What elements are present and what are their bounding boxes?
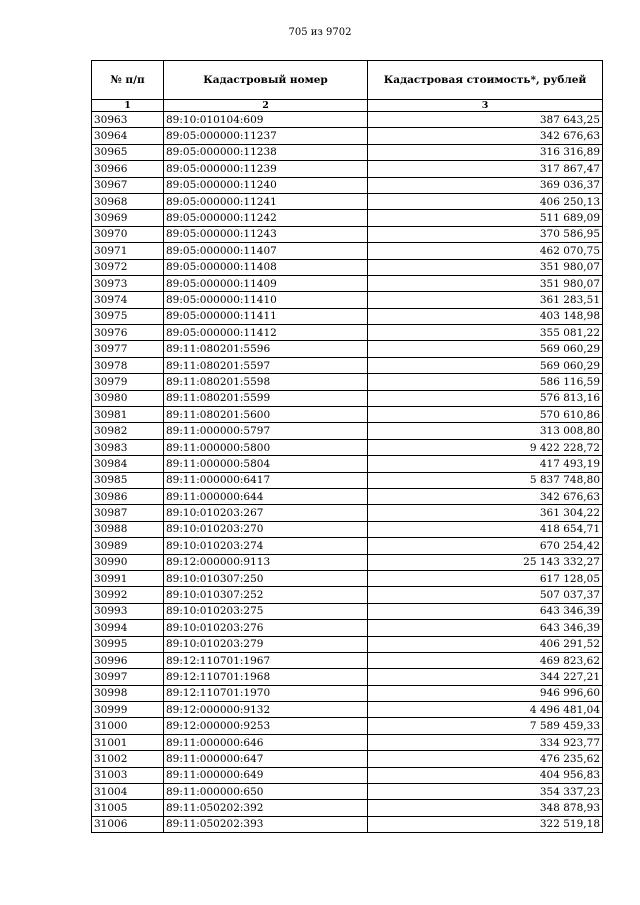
row-number: 30990 [92, 554, 164, 570]
table-row [92, 718, 603, 734]
cadastral-number: 89:11:050202:393 [164, 816, 368, 832]
table-row [92, 308, 603, 324]
row-number: 30998 [92, 685, 164, 701]
cadastral-number: 89:12:110701:1970 [164, 685, 368, 701]
header-cadastral-number: Кадастровый номер [164, 61, 368, 100]
cadastral-value: 469 823,62 [368, 652, 603, 668]
cadastral-value: 348 878,93 [368, 800, 603, 816]
cadastral-number: 89:11:080201:5597 [164, 357, 368, 373]
table-row [92, 374, 603, 390]
cadastral-number: 89:11:080201:5599 [164, 390, 368, 406]
cadastral-value: 417 493,19 [368, 456, 603, 472]
cadastral-number: 89:10:010203:267 [164, 505, 368, 521]
row-number: 30974 [92, 292, 164, 308]
cadastral-number: 89:05:000000:11411 [164, 308, 368, 324]
cadastral-number: 89:11:000000:647 [164, 751, 368, 767]
row-number: 30965 [92, 144, 164, 160]
cadastral-value: 476 235,62 [368, 751, 603, 767]
cadastral-number: 89:10:010307:252 [164, 587, 368, 603]
cadastral-value: 351 980,07 [368, 259, 603, 275]
table-row [92, 259, 603, 275]
header-row-number: № п/п [92, 61, 164, 100]
row-number: 30971 [92, 243, 164, 259]
table-row [92, 210, 603, 226]
cadastral-value: 404 956,83 [368, 767, 603, 783]
table-row [92, 407, 603, 423]
row-number: 30993 [92, 603, 164, 619]
cadastral-number: 89:05:000000:11243 [164, 226, 368, 242]
row-number: 30984 [92, 456, 164, 472]
cadastral-value: 576 813,16 [368, 390, 603, 406]
cadastral-number: 89:12:110701:1967 [164, 652, 368, 668]
cadastral-value: 7 589 459,33 [368, 718, 603, 734]
table-row [92, 161, 603, 177]
cadastral-value: 403 148,98 [368, 308, 603, 324]
cadastral-value: 418 654,71 [368, 521, 603, 537]
cadastral-value: 643 346,39 [368, 603, 603, 619]
cadastral-number: 89:11:000000:5797 [164, 423, 368, 439]
row-number: 30980 [92, 390, 164, 406]
cadastral-value: 569 060,29 [368, 341, 603, 357]
column-number: 3 [368, 100, 603, 112]
row-number: 30994 [92, 620, 164, 636]
row-number: 30963 [92, 112, 164, 128]
row-number: 30991 [92, 570, 164, 586]
cadastral-value: 946 996,60 [368, 685, 603, 701]
cadastral-value: 5 837 748,80 [368, 472, 603, 488]
table-row [92, 538, 603, 554]
cadastral-value: 369 036,37 [368, 177, 603, 193]
cadastral-number: 89:05:000000:11239 [164, 161, 368, 177]
cadastral-number: 89:05:000000:11409 [164, 275, 368, 291]
table-row [92, 816, 603, 832]
cadastral-value: 643 346,39 [368, 620, 603, 636]
row-number: 31000 [92, 718, 164, 734]
row-number: 30976 [92, 325, 164, 341]
table-row [92, 439, 603, 455]
row-number: 30983 [92, 439, 164, 455]
cadastral-value: 370 586,95 [368, 226, 603, 242]
cadastral-number: 89:11:000000:649 [164, 767, 368, 783]
row-number: 30977 [92, 341, 164, 357]
cadastral-value: 351 980,07 [368, 275, 603, 291]
cadastral-value: 511 689,09 [368, 210, 603, 226]
table-row [92, 193, 603, 209]
row-number: 31005 [92, 800, 164, 816]
table-row [92, 570, 603, 586]
table-row [92, 423, 603, 439]
table-row [92, 685, 603, 701]
cadastral-number: 89:12:000000:9132 [164, 702, 368, 718]
table-row [92, 521, 603, 537]
table-row [92, 800, 603, 816]
cadastral-value: 354 337,23 [368, 784, 603, 800]
row-number: 30992 [92, 587, 164, 603]
cadastral-value: 387 643,25 [368, 112, 603, 128]
table-row [92, 472, 603, 488]
cadastral-value: 25 143 332,27 [368, 554, 603, 570]
table-row [92, 652, 603, 668]
row-number: 31003 [92, 767, 164, 783]
row-number: 30969 [92, 210, 164, 226]
cadastral-number: 89:05:000000:11412 [164, 325, 368, 341]
cadastral-number: 89:05:000000:11241 [164, 193, 368, 209]
table-row [92, 488, 603, 504]
row-number: 30997 [92, 669, 164, 685]
cadastral-value: 507 037,37 [368, 587, 603, 603]
row-number: 30968 [92, 193, 164, 209]
table-row [92, 751, 603, 767]
cadastral-number: 89:05:000000:11242 [164, 210, 368, 226]
cadastral-value: 4 496 481,04 [368, 702, 603, 718]
cadastral-number: 89:05:000000:11237 [164, 128, 368, 144]
table-row [92, 603, 603, 619]
column-number: 2 [164, 100, 368, 112]
cadastral-value: 361 283,51 [368, 292, 603, 308]
cadastral-number: 89:11:080201:5596 [164, 341, 368, 357]
table-row [92, 128, 603, 144]
cadastral-value: 361 304,22 [368, 505, 603, 521]
table-row [92, 226, 603, 242]
cadastral-number: 89:11:000000:5800 [164, 439, 368, 455]
cadastral-number: 89:05:000000:11240 [164, 177, 368, 193]
table-row [92, 243, 603, 259]
row-number: 30964 [92, 128, 164, 144]
row-number: 31006 [92, 816, 164, 832]
table-row [92, 341, 603, 357]
row-number: 30973 [92, 275, 164, 291]
table-row [92, 636, 603, 652]
table-row [92, 734, 603, 750]
cadastral-value: 406 250,13 [368, 193, 603, 209]
cadastral-number: 89:05:000000:11410 [164, 292, 368, 308]
row-number: 30975 [92, 308, 164, 324]
row-number: 30995 [92, 636, 164, 652]
cadastral-value: 569 060,29 [368, 357, 603, 373]
cadastral-value: 334 923,77 [368, 734, 603, 750]
cadastral-value: 342 676,63 [368, 488, 603, 504]
row-number: 30988 [92, 521, 164, 537]
cadastral-number: 89:05:000000:11407 [164, 243, 368, 259]
cadastral-value: 344 227,21 [368, 669, 603, 685]
row-number: 30972 [92, 259, 164, 275]
cadastral-number: 89:05:000000:11238 [164, 144, 368, 160]
table-row [92, 292, 603, 308]
column-number: 1 [92, 100, 164, 112]
row-number: 30985 [92, 472, 164, 488]
cadastral-number: 89:11:000000:646 [164, 734, 368, 750]
cadastral-number: 89:12:110701:1968 [164, 669, 368, 685]
row-number: 31004 [92, 784, 164, 800]
cadastral-number: 89:11:080201:5598 [164, 374, 368, 390]
table-row [92, 112, 603, 128]
cadastral-number: 89:11:000000:644 [164, 488, 368, 504]
table-row [92, 587, 603, 603]
table-row [92, 177, 603, 193]
table-row [92, 456, 603, 472]
cadastral-value: 322 519,18 [368, 816, 603, 832]
cadastral-number: 89:11:050202:392 [164, 800, 368, 816]
table-row [92, 620, 603, 636]
table-row [92, 784, 603, 800]
cadastral-number: 89:12:000000:9113 [164, 554, 368, 570]
cadastral-number: 89:10:010203:270 [164, 521, 368, 537]
cadastral-number: 89:11:080201:5600 [164, 407, 368, 423]
cadastral-value: 617 128,05 [368, 570, 603, 586]
cadastral-value: 342 676,63 [368, 128, 603, 144]
row-number: 30989 [92, 538, 164, 554]
table-body [92, 112, 603, 833]
cadastral-number: 89:10:010104:609 [164, 112, 368, 128]
cadastral-number: 89:12:000000:9253 [164, 718, 368, 734]
row-number: 30979 [92, 374, 164, 390]
row-number: 30996 [92, 652, 164, 668]
cadastral-value: 406 291,52 [368, 636, 603, 652]
table-row [92, 669, 603, 685]
row-number: 30981 [92, 407, 164, 423]
cadastral-value: 355 081,22 [368, 325, 603, 341]
table-row [92, 767, 603, 783]
row-number: 30970 [92, 226, 164, 242]
row-number: 31002 [92, 751, 164, 767]
page-number: 705 из 9702 [288, 27, 352, 38]
cadastral-number: 89:11:000000:650 [164, 784, 368, 800]
row-number: 31001 [92, 734, 164, 750]
cadastral-number: 89:10:010203:274 [164, 538, 368, 554]
cadastral-value: 570 610,86 [368, 407, 603, 423]
header-cadastral-value: Кадастровая стоимость*, рублей [368, 61, 603, 100]
cadastral-number: 89:11:000000:5804 [164, 456, 368, 472]
row-number: 30987 [92, 505, 164, 521]
cadastral-number: 89:11:000000:6417 [164, 472, 368, 488]
row-number: 30982 [92, 423, 164, 439]
cadastral-value: 462 070,75 [368, 243, 603, 259]
table-row [92, 275, 603, 291]
cadastral-number: 89:05:000000:11408 [164, 259, 368, 275]
table-header-row [92, 61, 603, 100]
cadastral-value: 586 116,59 [368, 374, 603, 390]
cadastral-number: 89:10:010307:250 [164, 570, 368, 586]
table-row [92, 325, 603, 341]
table-row [92, 505, 603, 521]
row-number: 30999 [92, 702, 164, 718]
table-row [92, 390, 603, 406]
column-number-row [92, 100, 603, 112]
cadastral-table [91, 60, 603, 833]
row-number: 30986 [92, 488, 164, 504]
row-number: 30966 [92, 161, 164, 177]
cadastral-number: 89:10:010203:279 [164, 636, 368, 652]
table-row [92, 554, 603, 570]
row-number: 30978 [92, 357, 164, 373]
table-row [92, 144, 603, 160]
row-number: 30967 [92, 177, 164, 193]
cadastral-value: 317 867,47 [368, 161, 603, 177]
cadastral-number: 89:10:010203:275 [164, 603, 368, 619]
cadastral-number: 89:10:010203:276 [164, 620, 368, 636]
cadastral-value: 670 254,42 [368, 538, 603, 554]
cadastral-value: 9 422 228,72 [368, 439, 603, 455]
cadastral-value: 313 008,80 [368, 423, 603, 439]
cadastral-value: 316 316,89 [368, 144, 603, 160]
table-row [92, 357, 603, 373]
table-row [92, 702, 603, 718]
